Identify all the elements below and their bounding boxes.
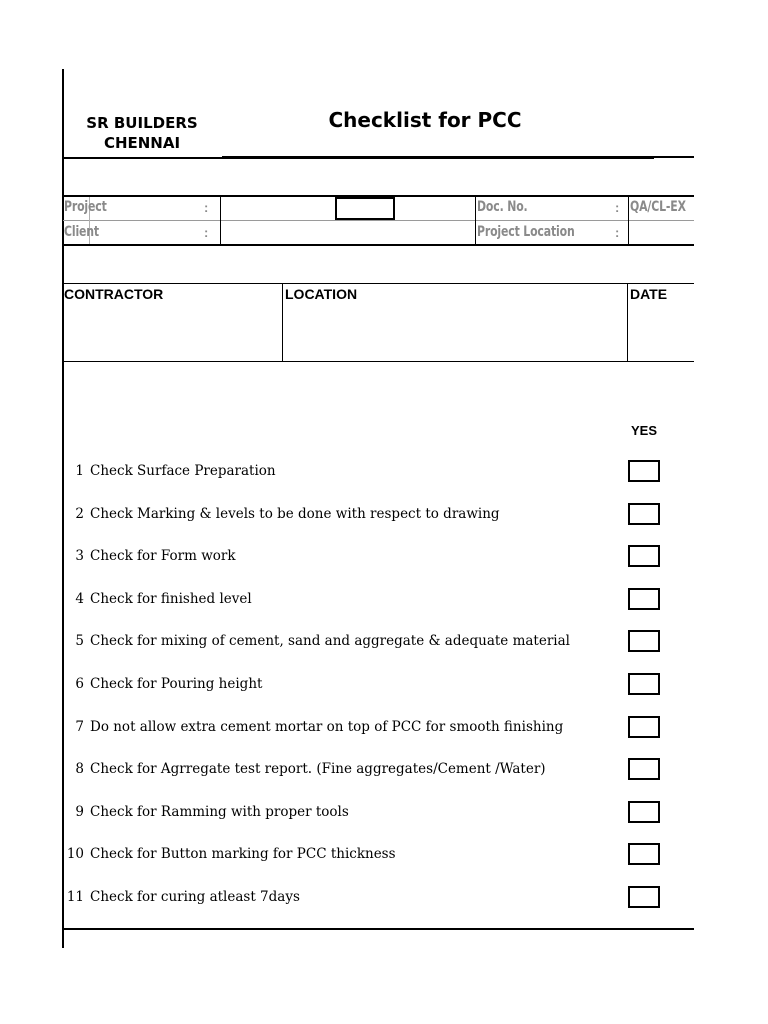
contractor-divider-1 [282,283,283,362]
project-colon: : [204,200,209,215]
page-title: Checklist for PCC [328,108,522,132]
company-name-line1: SR BUILDERS [86,114,198,132]
checklist-item-number: 6 [75,676,84,692]
company-name-line2: CHENNAI [103,134,181,152]
checklist-item-number: 7 [75,719,84,735]
checklist-item-number: 2 [75,506,84,522]
company-name [80,113,204,153]
checklist-item [64,800,624,824]
yes-checkbox[interactable] [628,716,660,738]
info-mid-rule [63,220,694,221]
project-label: Project [64,199,107,215]
client-colon: : [204,225,209,240]
checklist-item [64,715,624,739]
checklist-item [64,459,624,483]
checklist-item-text: Check for finished level [90,591,252,607]
yes-checkbox[interactable] [628,588,660,610]
doc-no-colon: : [615,200,620,215]
checklist-item [64,502,624,526]
info-divider-3 [628,195,629,246]
yes-checkbox[interactable] [628,843,660,865]
date-header: DATE [630,286,668,302]
checklist-item-number: 10 [66,846,84,862]
yes-checkbox[interactable] [628,503,660,525]
checklist-item-number: 8 [75,761,84,777]
client-label: Client [64,224,99,240]
checklist-item [64,885,624,909]
checklist-item-text: Check for curing atleast 7days [90,889,300,905]
checklist-item-text: Check for Agrregate test report. (Fine aggregates/Cement /Water) [90,761,546,777]
checklist-item-number: 3 [75,548,84,564]
checklist-item-number: 11 [66,889,84,905]
checklist-item-number: 1 [75,463,84,479]
checklist-item-text: Check for Form work [90,548,236,564]
info-divider-2 [475,195,476,246]
header-rule-right [654,156,694,158]
info-bottom-rule [63,244,694,246]
doc-no-value: QA/CL-EX [630,199,686,215]
checklist-item [64,587,624,611]
checklist-item-number: 9 [75,804,84,820]
yes-checkbox[interactable] [628,886,660,908]
yes-checkbox[interactable] [628,758,660,780]
project-location-label: Project Location [477,224,575,240]
header-rule-left [63,157,223,159]
checklist-item [64,672,624,696]
checklist-item [64,629,624,653]
contractor-bottom-rule [63,361,694,362]
yes-checkbox[interactable] [628,801,660,823]
contractor-header: CONTRACTOR [64,286,164,302]
checklist-item [64,842,624,866]
checklist-item-text: Check Surface Preparation [90,463,276,479]
contractor-top-rule [63,283,694,284]
checklist-item-text: Check for Ramming with proper tools [90,804,349,820]
project-location-colon: : [615,225,620,240]
yes-checkbox[interactable] [628,673,660,695]
doc-no-label: Doc. No. [477,199,528,215]
info-divider-1 [220,195,221,246]
location-header: LOCATION [285,286,358,302]
checklist-item [64,757,624,781]
yes-column-header: YES [631,423,658,438]
contractor-divider-2 [627,283,628,362]
checklist-item-text: Check for Button marking for PCC thickness [90,846,396,862]
checklist-item-number: 4 [75,591,84,607]
checklist-item-text: Check for Pouring height [90,676,263,692]
checklist-item-text: Check Marking & levels to be done with respect to drawing [90,506,500,522]
header-rule-title [222,156,654,159]
yes-checkbox[interactable] [628,630,660,652]
checklist-item [64,544,624,568]
checklist-item-text: Do not allow extra cement mortar on top of PCC for smooth finishing [90,719,564,735]
yes-checkbox[interactable] [628,460,660,482]
yes-checkbox[interactable] [628,545,660,567]
checklist-item-text: Check for mixing of cement, sand and aggregate & adequate material [90,633,570,649]
checklist-item-number: 5 [75,633,84,649]
footer-rule [63,928,694,930]
project-code-box[interactable] [335,197,395,220]
